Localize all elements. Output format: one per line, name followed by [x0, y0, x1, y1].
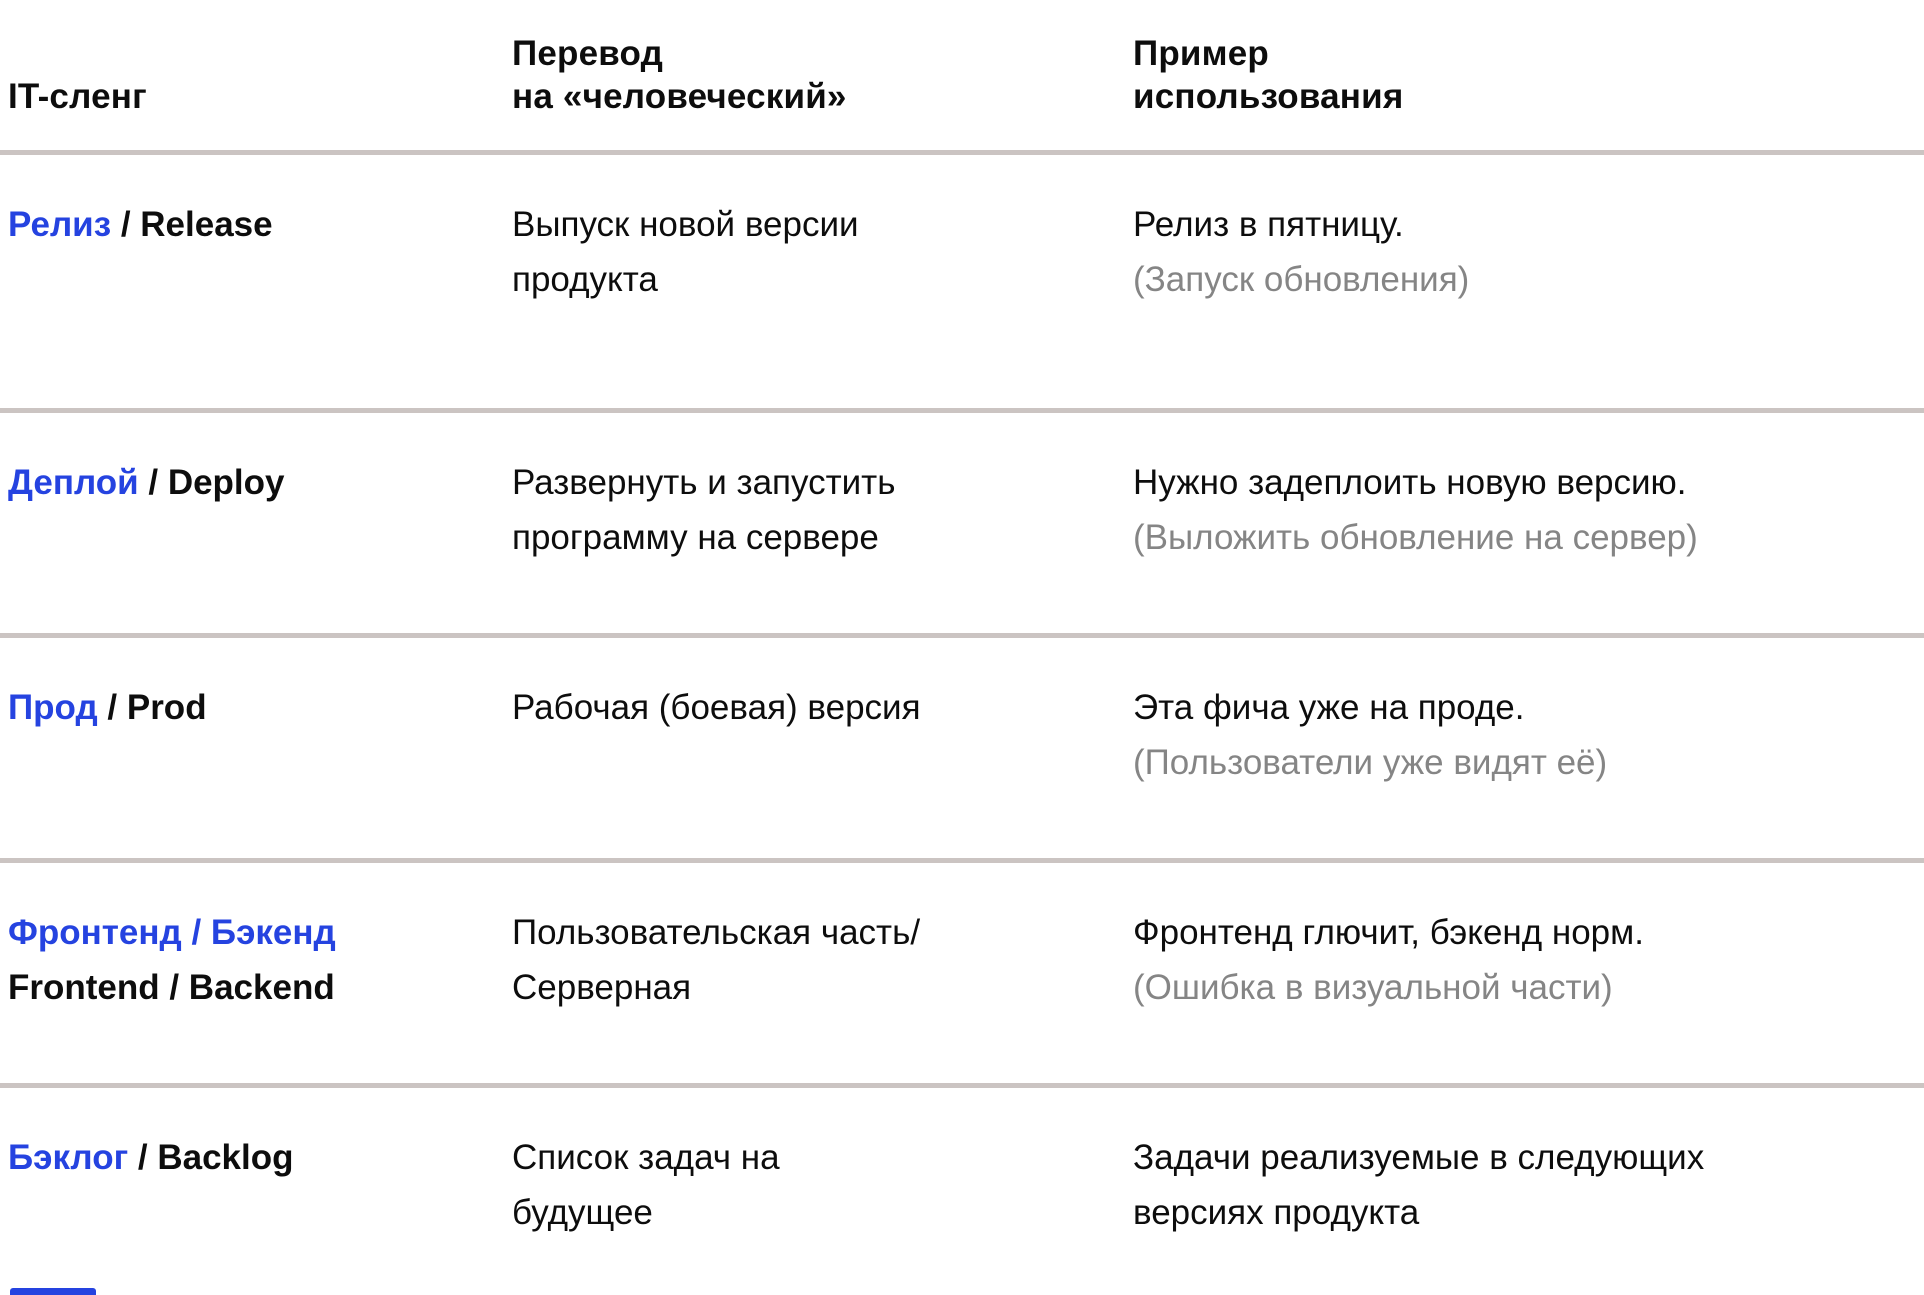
- table-header: [0, 0, 1924, 150]
- table-body: [0, 155, 1924, 1295]
- header-col-example-line2: использования: [1133, 77, 1404, 116]
- example-note: (Ошибка в визуальной части): [1133, 968, 1613, 1007]
- translation-line1: Выпуск новой версии: [512, 205, 859, 244]
- slang-term-russian: Деплой: [8, 463, 139, 502]
- translation-cell: [512, 197, 1133, 388]
- slang-term-line1: [8, 455, 512, 510]
- table-row: [0, 1088, 1924, 1295]
- header-col-slang: [8, 75, 512, 118]
- example-line1: Задачи реализуемые в следующих: [1133, 1138, 1705, 1177]
- example-note: (Пользователи уже видят её): [1133, 743, 1608, 782]
- slang-term-russian: Релиз: [8, 205, 112, 244]
- translation-line2: программу на сервере: [512, 518, 879, 557]
- example-note: (Выложить обновление на сервер): [1133, 518, 1698, 557]
- table-row: [0, 155, 1924, 408]
- slang-term-cell: [8, 455, 512, 613]
- example-cell: [1133, 905, 1924, 1063]
- example-cell: [1133, 197, 1924, 388]
- table-row: [0, 638, 1924, 858]
- example-cell: [1133, 455, 1924, 613]
- slang-term-cell: [8, 1130, 512, 1288]
- slang-term-line1: [8, 905, 512, 960]
- translation-line2: будущее: [512, 1193, 653, 1232]
- slang-term-cell: [8, 680, 512, 838]
- header-col-translation-line2: на «человеческий»: [512, 77, 847, 116]
- slang-term-cell: [8, 197, 512, 388]
- example-note: (Запуск обновления): [1133, 260, 1470, 299]
- translation-line2: Серверная: [512, 968, 692, 1007]
- slang-term-english: / Prod: [97, 688, 207, 727]
- example-cell: [1133, 1130, 1924, 1288]
- slang-term-line2: Frontend / Backend: [8, 968, 335, 1007]
- translation-line1: Рабочая (боевая) версия: [512, 688, 921, 727]
- header-col-slang-label: IT-сленг: [8, 77, 147, 116]
- slang-term-english: / Backlog: [128, 1138, 294, 1177]
- slang-term-russian: Фронтенд / Бэкенд: [8, 913, 336, 952]
- translation-line1: Пользовательская часть/: [512, 913, 921, 952]
- header-col-translation: [512, 32, 1133, 118]
- table-row: [0, 413, 1924, 633]
- slang-term-line1: [8, 197, 512, 252]
- slang-term-russian: Прод: [8, 688, 98, 727]
- slang-term-english: / Release: [111, 205, 273, 244]
- translation-cell: [512, 1130, 1133, 1288]
- example-line1: Нужно задеплоить новую версию.: [1133, 463, 1687, 502]
- slang-term-line1: [8, 1130, 512, 1185]
- translation-cell: [512, 455, 1133, 613]
- slang-term-cell: [8, 905, 512, 1063]
- example-cell: [1133, 680, 1924, 838]
- example-line1: Фронтенд глючит, бэкенд норм.: [1133, 913, 1644, 952]
- slang-term-line1: [8, 680, 512, 735]
- example-line1: Релиз в пятницу.: [1133, 205, 1404, 244]
- next-row-term-cutoff: [10, 1288, 96, 1295]
- translation-line1: Список задач на: [512, 1138, 780, 1177]
- table-row: [0, 863, 1924, 1083]
- example-line1: Эта фича уже на проде.: [1133, 688, 1525, 727]
- header-col-example-line1: Пример: [1133, 34, 1269, 73]
- translation-cell: [512, 905, 1133, 1063]
- slang-term-english: / Deploy: [138, 463, 285, 502]
- translation-line2: продукта: [512, 260, 658, 299]
- translation-line1: Развернуть и запустить: [512, 463, 896, 502]
- translation-cell: [512, 680, 1133, 838]
- header-col-example: [1133, 32, 1924, 118]
- slang-term-russian: Бэклог: [8, 1138, 129, 1177]
- example-line2: версиях продукта: [1133, 1193, 1420, 1232]
- header-col-translation-line1: Перевод: [512, 34, 664, 73]
